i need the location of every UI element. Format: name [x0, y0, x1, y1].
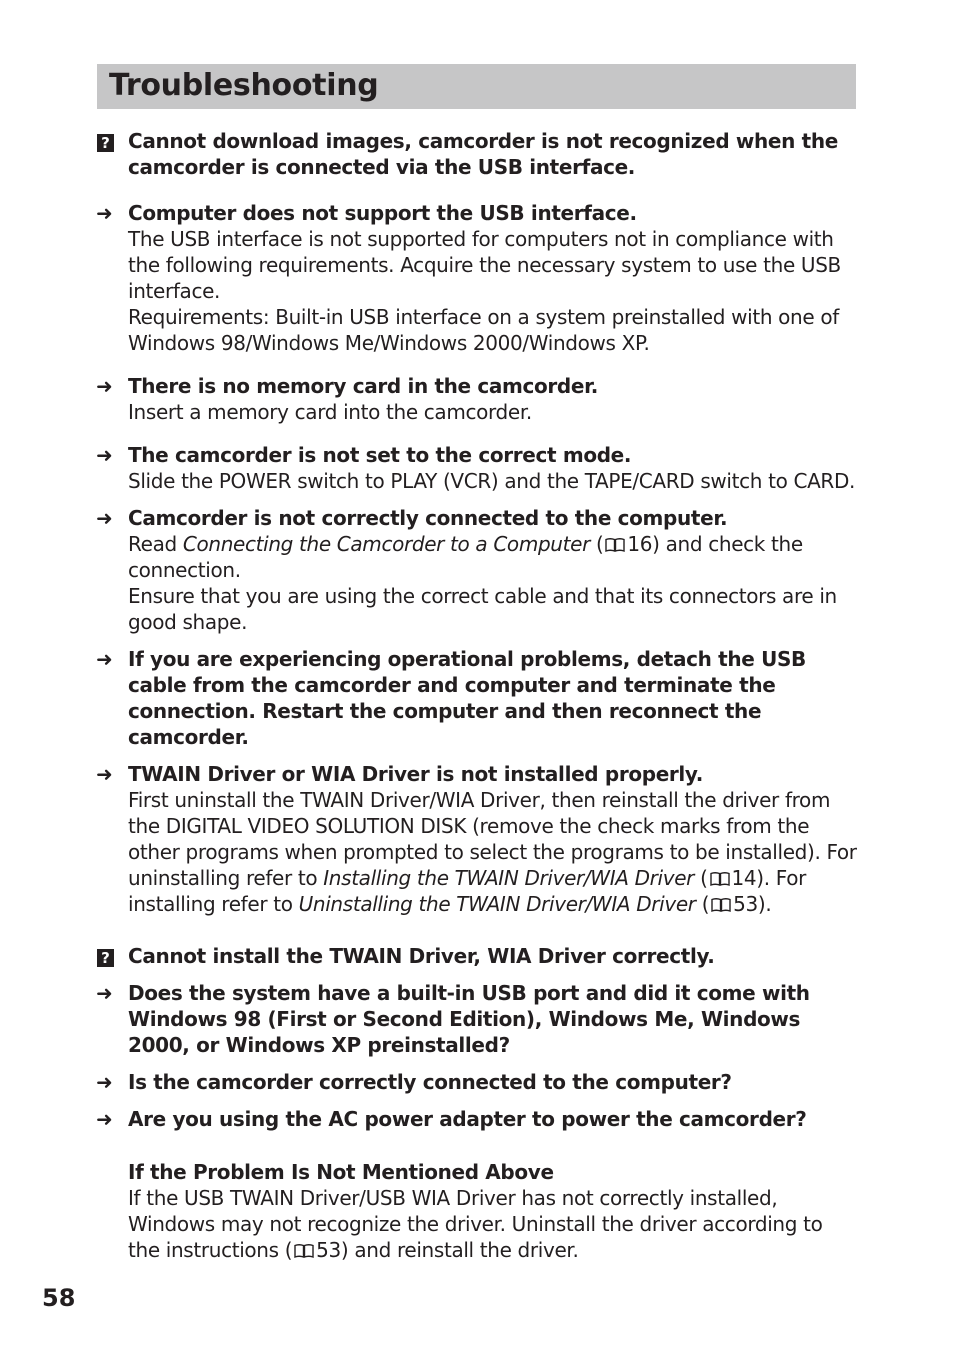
troubleshooting-content [95, 128, 857, 1274]
item-body: Read Connecting the Camcorder to a Computer ( 16) and check the connection. [128, 532, 803, 582]
page-number: 58 [42, 1284, 76, 1312]
section-heading: If the Problem Is Not Mentioned Above [128, 1160, 554, 1184]
problem-heading [95, 128, 857, 180]
arrow-right-icon: ➜ [96, 981, 113, 1005]
problem-text: Cannot download images, camcorder is not recognized when the camcorder is connected via the USB interface. [128, 129, 838, 179]
question-box-icon: ? [97, 134, 114, 152]
item-body: The USB interface is not supported for computers not in compliance with the following requirements. Acquire the necessary system to use the USB interface. [128, 227, 841, 303]
list-item [95, 200, 857, 356]
cross-reference-title: Connecting the Camcorder to a Computer [182, 532, 590, 556]
item-body: Ensure that you are using the correct cable and that its connectors are in good shape. [128, 584, 837, 634]
arrow-right-icon: ➜ [96, 1070, 113, 1094]
item-heading: If you are experiencing operational problems, detach the USB cable from the camcorder and computer and terminate the connection. Restart the computer and then reconnect the camcorder. [128, 647, 806, 749]
list-item [95, 442, 857, 494]
arrow-right-icon: ➜ [96, 1107, 113, 1131]
section-body: If the USB TWAIN Driver/USB WIA Driver has not correctly installed, Windows may not recognize the driver. Uninstall the driver according to the instructions ( 53) and reinstall the driver. [128, 1186, 823, 1262]
cross-reference-title: Installing the TWAIN Driver/WIA Driver [323, 866, 695, 890]
book-icon [294, 1243, 314, 1259]
list-item [95, 1069, 857, 1095]
book-icon [711, 897, 731, 913]
problem-heading [95, 943, 857, 969]
arrow-right-icon: ➜ [96, 762, 113, 786]
item-body: Requirements: Built-in USB interface on a system preinstalled with one of Windows 98/Windows Me/Windows 2000/Windows XP. [128, 305, 839, 355]
list-item [95, 980, 857, 1058]
item-heading: Does the system have a built-in USB port and did it come with Windows 98 (First or Second Edition), Windows Me, Windows 2000, or Windows XP preinstalled? [128, 981, 810, 1057]
item-body: First uninstall the TWAIN Driver/WIA Driver, then reinstall the driver from the DIGITAL VIDEO SOLUTION DISK (remove the check marks from the other programs when prompted to select the programs to be installed). For uninstalling refer to Installing the TWAIN Driver/WIA Driver ( 14). For installing refer to Uninstalling the TWAIN Driver/WIA Driver ( 53). [128, 788, 857, 916]
item-heading: Are you using the AC power adapter to power the camcorder? [128, 1107, 807, 1131]
item-body: Insert a memory card into the camcorder. [128, 400, 532, 424]
not-mentioned-section [95, 1159, 857, 1263]
list-item [95, 505, 857, 635]
arrow-right-icon: ➜ [96, 443, 113, 467]
item-heading: Camcorder is not correctly connected to the computer. [128, 506, 728, 530]
list-item [95, 1106, 857, 1132]
list-item [95, 761, 857, 917]
arrow-right-icon: ➜ [96, 647, 113, 671]
list-item [95, 646, 857, 750]
arrow-right-icon: ➜ [96, 506, 113, 530]
item-heading: The camcorder is not set to the correct mode. [128, 443, 632, 467]
item-heading: Is the camcorder correctly connected to the computer? [128, 1070, 732, 1094]
item-heading: There is no memory card in the camcorder. [128, 374, 599, 398]
item-body: Slide the POWER switch to PLAY (VCR) and the TAPE/CARD switch to CARD. [128, 469, 856, 493]
question-box-icon: ? [97, 949, 114, 967]
book-icon [605, 537, 625, 553]
page-title: Troubleshooting [109, 68, 379, 103]
item-heading: Computer does not support the USB interface. [128, 201, 637, 225]
list-item [95, 373, 857, 425]
book-icon [710, 871, 730, 887]
cross-reference-title: Uninstalling the TWAIN Driver/WIA Driver [298, 892, 696, 916]
arrow-right-icon: ➜ [96, 201, 113, 225]
arrow-right-icon: ➜ [96, 374, 113, 398]
problem-text: Cannot install the TWAIN Driver, WIA Driver correctly. [128, 944, 715, 968]
title-bar [97, 64, 856, 109]
item-heading: TWAIN Driver or WIA Driver is not installed properly. [128, 762, 704, 786]
